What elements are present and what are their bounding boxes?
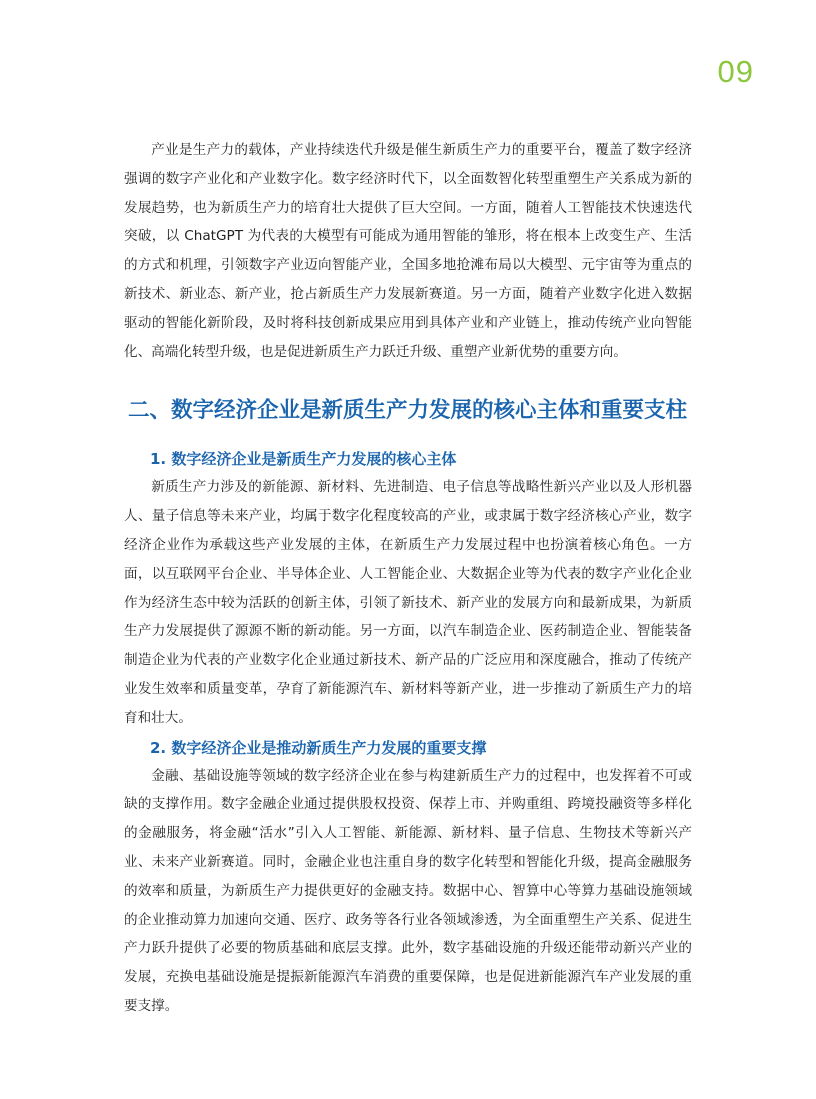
subsection-paragraph-2: 金融、基础设施等领域的数字经济企业在参与构建新质生产力的过程中，也发挥着不可或缺的支撑作用。数字金融企业通过提供股权投资、保荐上市、并购重组、跨境投融资等多样化的金融服务，将金融“活水”引入人工智能、新能源、新材料、量子信息、生物技术等新兴产业、未来产业新赛道。同时，金融企业也注重自身的数字化转型和智能化升级，提高金融服务的效率和质量，为新质生产力提供更好的金融支持。数据中心、智算中心等算力基础设施领域的企业推动算力加速向交通、医疗、政务等各行业各领域渗透，为全面重塑生产关系、促进生产力跃升提供了必要的物质基础和底层支撑。此外，数字基础设施的升级还能带动新兴产业的发展，充换电基础设施是提振新能源汽车消费的重要保障，也是促进新能源汽车产业发展的重要支撑。 [124,767,692,1014]
page-number: 09 [717,54,754,89]
intro-paragraph: 产业是生产力的载体，产业持续迭代升级是催生新质生产力的重要平台，覆盖了数字经济强调的数字产业化和产业数字化。数字经济时代下，以全面数智化转型重塑生产关系成为新的发展趋势，也为新质生产力的培育壮大提供了巨大空间。一方面，随着人工智能技术快速迭代突破，以 ChatGPT 为代表的大模型有可能成为通用智能的雏形，将在根本上改变生产、生活的方式和机理，引领数字产业迈向智能产业，全国多地抢滩布局以大模型、元宇宙等为重点的新技术、新业态、新产业，抢占新质生产力发展新赛道。另一方面，随着产业数字化进入数据驱动的智能化新阶段，及时将科技创新成果应用到具体产业和产业链上，推动传统产业向智能化、高端化转型升级，也是促进新质生产力跃迁升级、重塑产业新优势的重要方向。 [124,142,692,360]
page-content [124,136,692,1021]
subsection-heading-1: 1. 数字经济企业是新质生产力发展的核心主体 [150,450,457,469]
subsection-paragraph-1: 新质生产力涉及的新能源、新材料、先进制造、电子信息等战略性新兴产业以及人形机器人、量子信息等未来产业，均属于数字化程度较高的产业，或隶属于数字经济核心产业，数字经济企业作为承载这些产业发展的主体，在新质生产力发展过程中也扮演着核心角色。一方面，以互联网平台企业、半导体企业、人工智能企业、大数据企业等为代表的数字产业化企业作为经济生态中较为活跃的创新主体，引领了新技术、新产业的发展方向和最新成果，为新质生产力发展提供了源源不断的新动能。另一方面，以汽车制造企业、医药制造企业、智能装备制造企业为代表的产业数字化企业通过新技术、新产品的广泛应用和深度融合，推动了传统产业发生效率和质量变革，孕育了新能源汽车、新材料等新产业，进一步推动了新质生产力的培育和壮大。 [124,479,692,726]
subsection-heading-2: 2. 数字经济企业是推动新质生产力发展的重要支撑 [150,738,487,757]
section-heading: 二、数字经济企业是新质生产力发展的核心主体和重要支柱 [128,398,688,424]
